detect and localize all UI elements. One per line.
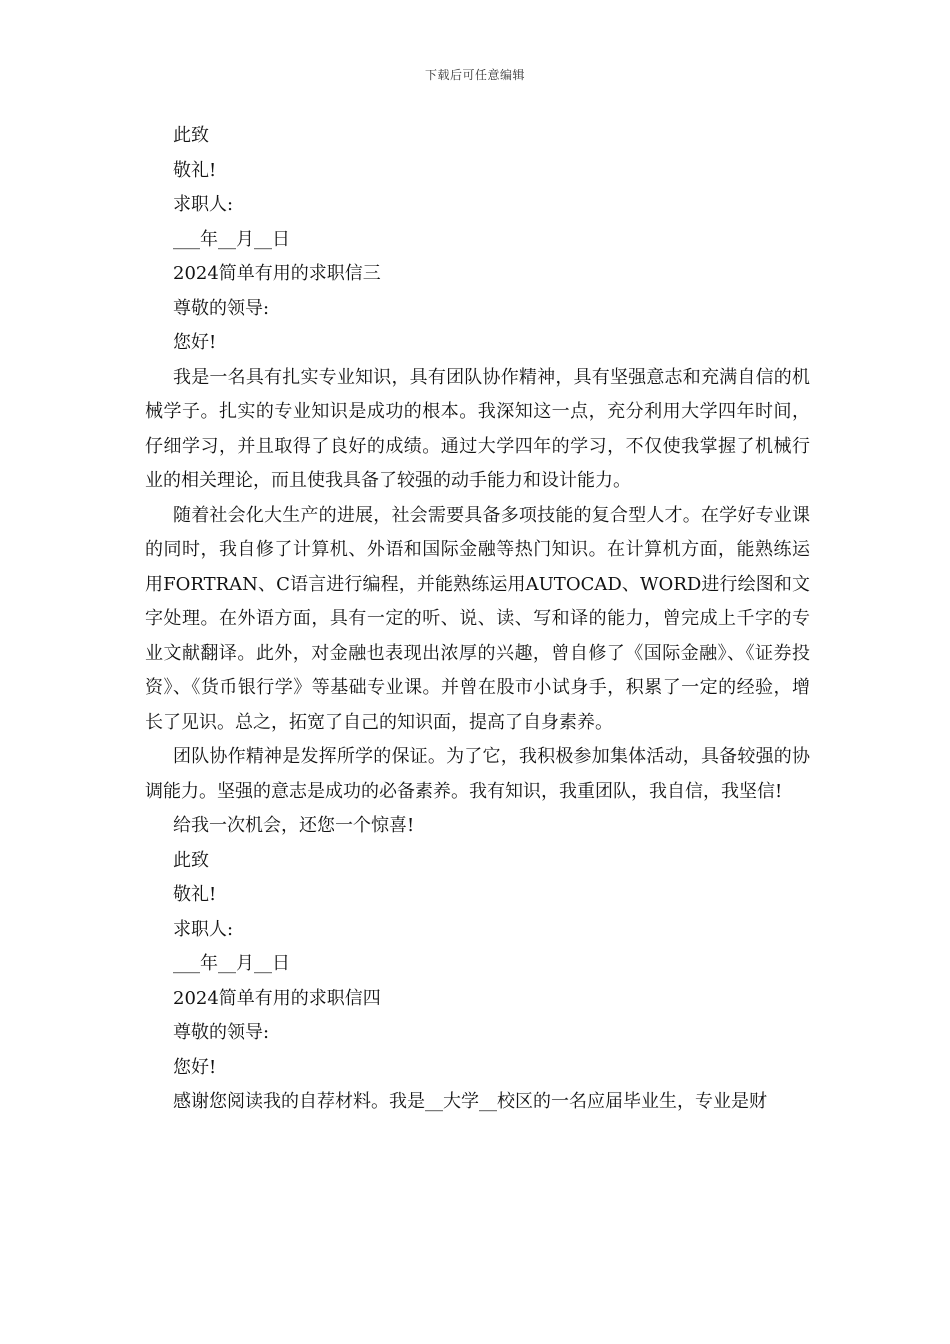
document-body: [145, 119, 810, 1120]
paragraph-4-start: 感谢您阅读我的自荐材料。我是__大学__校区的一名应届毕业生，专业是财: [173, 1091, 767, 1112]
date-line: ___年__月__日: [173, 953, 290, 974]
applicant-line: 求职人:: [173, 194, 234, 215]
paragraph-2: 随着社会化大生产的进展，社会需要具备多项技能的复合型人才。在学好专业课的同时，我自修了计算机、外语和国际金融等热门知识。在计算机方面，能熟练运用FORTRAN、C语言进行编程，并能熟练运用AUTOCAD、WORD进行绘图和文字处理。在外语方面，具有一定的听、说、读、写和译的能力，曾完成上千字的专业文献翻译。此外，对金融也表现出浓厚的兴趣，曾自修了《国际金融》、《证券投资》、《货币银行学》等基础专业课。并曾在股市小试身手，积累了一定的经验，增长了见识。总之，拓宽了自己的知识面，提高了自身素养。: [145, 504, 810, 733]
applicant-line: 求职人:: [173, 918, 234, 940]
closing-line: 此致: [173, 849, 209, 871]
greeting-recipient: 尊敬的领导:: [173, 1022, 270, 1043]
paragraph-3: 团队协作精神是发挥所学的保证。为了它，我积极参加集体活动，具备较强的协调能力。坚强的意志是成功的必备素养。我有知识，我重团队，我自信，我坚信!: [145, 746, 810, 802]
paragraph-1: 我是一名具有扎实专业知识，具有团队协作精神，具有坚强意志和充满自信的机械学子。扎实的专业知识是成功的根本。我深知这一点，充分利用大学四年时间，仔细学习，并且取得了良好的成绩。通过大学四年的学习，不仅使我掌握了机械行业的相关理论，而且使我具备了较强的动手能力和设计能力。: [145, 366, 810, 491]
greeting-hello: 您好!: [173, 1056, 217, 1078]
salute-line: 敬礼!: [173, 884, 217, 905]
date-line: ___年__月__日: [173, 228, 290, 250]
closing-request: 给我一次机会，还您一个惊喜!: [173, 815, 415, 836]
header-note: 下载后可任意编辑: [424, 68, 525, 82]
salute-line: 敬礼!: [173, 159, 217, 181]
closing-line: 此致: [173, 125, 209, 146]
letter-title: 2024简单有用的求职信三: [173, 263, 381, 284]
greeting-hello: 您好!: [173, 332, 217, 353]
letter-title: 2024简单有用的求职信四: [173, 987, 381, 1009]
greeting-recipient: 尊敬的领导:: [173, 297, 270, 319]
